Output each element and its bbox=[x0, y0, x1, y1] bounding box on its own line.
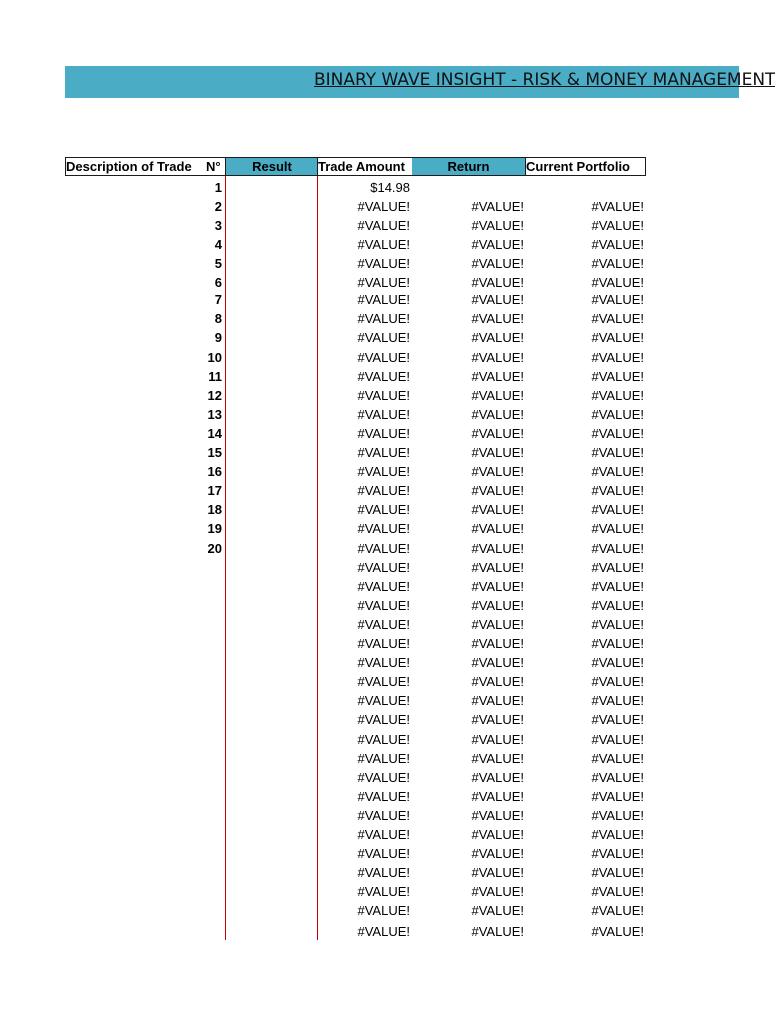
header-result[interactable]: Result bbox=[226, 157, 318, 176]
portfolio-cell[interactable]: #VALUE! bbox=[591, 693, 644, 708]
return-cell[interactable]: #VALUE! bbox=[471, 275, 524, 290]
trade-amount-cell[interactable]: #VALUE! bbox=[357, 617, 410, 632]
sheet-title: BINARY WAVE INSIGHT - RISK & MONEY MANAGEMENT bbox=[314, 70, 775, 90]
return-cell[interactable]: #VALUE! bbox=[471, 770, 524, 785]
trade-amount-cell[interactable]: #VALUE! bbox=[357, 256, 410, 271]
trade-number[interactable]: 17 bbox=[207, 483, 222, 498]
header-trade-amount[interactable]: Trade Amount bbox=[317, 157, 412, 176]
portfolio-cell[interactable]: #VALUE! bbox=[591, 655, 644, 670]
return-cell[interactable]: #VALUE! bbox=[471, 693, 524, 708]
trade-amount-cell[interactable]: #VALUE! bbox=[357, 311, 410, 326]
trade-amount-cell[interactable]: #VALUE! bbox=[357, 924, 410, 939]
portfolio-cell[interactable]: #VALUE! bbox=[591, 884, 644, 899]
trade-amount-cell[interactable]: #VALUE! bbox=[357, 712, 410, 727]
trade-amount-cell[interactable]: #VALUE! bbox=[357, 388, 410, 403]
trade-number[interactable]: 4 bbox=[214, 237, 222, 252]
portfolio-cell[interactable]: #VALUE! bbox=[591, 275, 644, 290]
portfolio-cell[interactable]: #VALUE! bbox=[591, 330, 644, 345]
trade-amount-cell[interactable]: #VALUE! bbox=[357, 560, 410, 575]
return-cell[interactable]: #VALUE! bbox=[471, 369, 524, 384]
trade-amount-cell[interactable]: #VALUE! bbox=[357, 579, 410, 594]
portfolio-cell[interactable]: #VALUE! bbox=[591, 521, 644, 536]
portfolio-cell[interactable]: #VALUE! bbox=[591, 865, 644, 880]
portfolio-cell[interactable]: #VALUE! bbox=[591, 789, 644, 804]
portfolio-cell[interactable]: #VALUE! bbox=[591, 924, 644, 939]
portfolio-cell[interactable]: #VALUE! bbox=[591, 237, 644, 252]
trade-number[interactable]: 13 bbox=[207, 407, 222, 422]
trade-number[interactable]: 8 bbox=[214, 311, 222, 326]
return-cell[interactable]: #VALUE! bbox=[471, 464, 524, 479]
header-number[interactable]: N° bbox=[206, 157, 226, 176]
header-description[interactable]: Description of Trade bbox=[65, 157, 206, 176]
return-cell[interactable]: #VALUE! bbox=[471, 521, 524, 536]
portfolio-cell[interactable]: #VALUE! bbox=[591, 770, 644, 785]
return-cell[interactable]: #VALUE! bbox=[471, 199, 524, 214]
return-cell[interactable]: #VALUE! bbox=[471, 884, 524, 899]
portfolio-cell[interactable]: #VALUE! bbox=[591, 407, 644, 422]
trade-amount-cell[interactable]: #VALUE! bbox=[357, 407, 410, 422]
portfolio-cell[interactable]: #VALUE! bbox=[591, 846, 644, 861]
trade-amount-cell[interactable]: #VALUE! bbox=[357, 502, 410, 517]
portfolio-cell[interactable]: #VALUE! bbox=[591, 199, 644, 214]
return-cell[interactable]: #VALUE! bbox=[471, 560, 524, 575]
return-cell[interactable]: #VALUE! bbox=[471, 330, 524, 345]
return-cell[interactable]: #VALUE! bbox=[471, 483, 524, 498]
return-cell[interactable]: #VALUE! bbox=[471, 732, 524, 747]
trade-amount-cell[interactable]: #VALUE! bbox=[357, 827, 410, 842]
portfolio-cell[interactable]: #VALUE! bbox=[591, 256, 644, 271]
portfolio-cell[interactable]: #VALUE! bbox=[591, 350, 644, 365]
trade-amount-cell[interactable]: #VALUE! bbox=[357, 199, 410, 214]
trade-amount-cell[interactable]: #VALUE! bbox=[357, 770, 410, 785]
return-cell[interactable]: #VALUE! bbox=[471, 292, 524, 307]
trade-amount-cell[interactable]: #VALUE! bbox=[357, 218, 410, 233]
trade-number[interactable]: 7 bbox=[214, 292, 222, 307]
return-cell[interactable]: #VALUE! bbox=[471, 846, 524, 861]
trade-number[interactable]: 9 bbox=[214, 330, 222, 345]
portfolio-cell[interactable]: #VALUE! bbox=[591, 579, 644, 594]
trade-amount-cell[interactable]: #VALUE! bbox=[357, 789, 410, 804]
trade-amount-cell[interactable]: #VALUE! bbox=[357, 330, 410, 345]
trade-number[interactable]: 6 bbox=[214, 275, 222, 290]
portfolio-cell[interactable]: #VALUE! bbox=[591, 636, 644, 651]
trade-number[interactable]: 12 bbox=[207, 388, 222, 403]
trade-amount-cell[interactable]: #VALUE! bbox=[357, 884, 410, 899]
portfolio-cell[interactable]: #VALUE! bbox=[591, 483, 644, 498]
portfolio-cell[interactable]: #VALUE! bbox=[591, 808, 644, 823]
trade-amount-cell[interactable]: #VALUE! bbox=[357, 350, 410, 365]
return-cell[interactable]: #VALUE! bbox=[471, 827, 524, 842]
return-cell[interactable]: #VALUE! bbox=[471, 924, 524, 939]
trade-number[interactable]: 10 bbox=[207, 350, 222, 365]
portfolio-cell[interactable]: #VALUE! bbox=[591, 560, 644, 575]
portfolio-cell[interactable]: #VALUE! bbox=[591, 502, 644, 517]
trade-amount-cell[interactable]: #VALUE! bbox=[357, 445, 410, 460]
portfolio-cell[interactable]: #VALUE! bbox=[591, 388, 644, 403]
trade-amount-cell[interactable]: #VALUE! bbox=[357, 483, 410, 498]
return-cell[interactable]: #VALUE! bbox=[471, 407, 524, 422]
trade-amount-cell[interactable]: #VALUE! bbox=[357, 636, 410, 651]
trade-amount-cell[interactable]: #VALUE! bbox=[357, 693, 410, 708]
portfolio-cell[interactable]: #VALUE! bbox=[591, 674, 644, 689]
trade-amount-cell[interactable]: #VALUE! bbox=[357, 808, 410, 823]
return-cell[interactable]: #VALUE! bbox=[471, 579, 524, 594]
header-current-portfolio[interactable]: Current Portfolio bbox=[525, 157, 646, 176]
portfolio-cell[interactable]: #VALUE! bbox=[591, 712, 644, 727]
return-cell[interactable]: #VALUE! bbox=[471, 808, 524, 823]
return-cell[interactable]: #VALUE! bbox=[471, 502, 524, 517]
trade-amount-cell[interactable]: #VALUE! bbox=[357, 541, 410, 556]
portfolio-cell[interactable]: #VALUE! bbox=[591, 369, 644, 384]
return-cell[interactable]: #VALUE! bbox=[471, 712, 524, 727]
return-cell[interactable]: #VALUE! bbox=[471, 388, 524, 403]
trade-amount-cell[interactable]: #VALUE! bbox=[357, 655, 410, 670]
trade-amount-cell[interactable]: #VALUE! bbox=[357, 369, 410, 384]
trade-amount-cell[interactable]: #VALUE! bbox=[357, 237, 410, 252]
portfolio-cell[interactable]: #VALUE! bbox=[591, 903, 644, 918]
trade-number[interactable]: 3 bbox=[214, 218, 222, 233]
trade-number[interactable]: 1 bbox=[214, 180, 222, 195]
trade-number[interactable]: 16 bbox=[207, 464, 222, 479]
portfolio-cell[interactable]: #VALUE! bbox=[591, 827, 644, 842]
return-cell[interactable]: #VALUE! bbox=[471, 655, 524, 670]
trade-number[interactable]: 19 bbox=[207, 521, 222, 536]
portfolio-cell[interactable]: #VALUE! bbox=[591, 445, 644, 460]
portfolio-cell[interactable]: #VALUE! bbox=[591, 464, 644, 479]
trade-amount-cell[interactable]: #VALUE! bbox=[357, 903, 410, 918]
return-cell[interactable]: #VALUE! bbox=[471, 237, 524, 252]
portfolio-cell[interactable]: #VALUE! bbox=[591, 732, 644, 747]
return-cell[interactable]: #VALUE! bbox=[471, 218, 524, 233]
trade-number[interactable]: 18 bbox=[207, 502, 222, 517]
return-cell[interactable]: #VALUE! bbox=[471, 445, 524, 460]
result-column-left-border bbox=[225, 176, 226, 940]
portfolio-cell[interactable]: #VALUE! bbox=[591, 311, 644, 326]
return-cell[interactable]: #VALUE! bbox=[471, 751, 524, 766]
trade-amount-cell[interactable]: #VALUE! bbox=[357, 275, 410, 290]
return-cell[interactable]: #VALUE! bbox=[471, 617, 524, 632]
return-cell[interactable]: #VALUE! bbox=[471, 865, 524, 880]
return-cell[interactable]: #VALUE! bbox=[471, 426, 524, 441]
return-cell[interactable]: #VALUE! bbox=[471, 256, 524, 271]
portfolio-cell[interactable]: #VALUE! bbox=[591, 292, 644, 307]
return-cell[interactable]: #VALUE! bbox=[471, 903, 524, 918]
portfolio-cell[interactable]: #VALUE! bbox=[591, 218, 644, 233]
trade-amount-cell[interactable]: #VALUE! bbox=[357, 464, 410, 479]
return-cell[interactable]: #VALUE! bbox=[471, 789, 524, 804]
trade-number[interactable]: 5 bbox=[214, 256, 222, 271]
trade-number[interactable]: 2 bbox=[214, 199, 222, 214]
trade-amount-cell[interactable]: $14.98 bbox=[370, 180, 410, 195]
portfolio-cell[interactable]: #VALUE! bbox=[591, 751, 644, 766]
trade-amount-cell[interactable]: #VALUE! bbox=[357, 521, 410, 536]
portfolio-cell[interactable]: #VALUE! bbox=[591, 541, 644, 556]
trade-amount-cell[interactable]: #VALUE! bbox=[357, 426, 410, 441]
result-column-right-border bbox=[317, 176, 318, 940]
portfolio-cell[interactable]: #VALUE! bbox=[591, 426, 644, 441]
trade-amount-cell[interactable]: #VALUE! bbox=[357, 674, 410, 689]
portfolio-cell[interactable]: #VALUE! bbox=[591, 617, 644, 632]
return-cell[interactable]: #VALUE! bbox=[471, 350, 524, 365]
return-cell[interactable]: #VALUE! bbox=[471, 311, 524, 326]
return-cell[interactable]: #VALUE! bbox=[471, 598, 524, 613]
trade-amount-cell[interactable]: #VALUE! bbox=[357, 732, 410, 747]
header-return[interactable]: Return bbox=[412, 157, 525, 176]
trade-number[interactable]: 14 bbox=[207, 426, 222, 441]
trade-amount-cell[interactable]: #VALUE! bbox=[357, 846, 410, 861]
trade-amount-cell[interactable]: #VALUE! bbox=[357, 865, 410, 880]
trade-number[interactable]: 15 bbox=[207, 445, 222, 460]
trade-number[interactable]: 11 bbox=[208, 369, 222, 384]
return-cell[interactable]: #VALUE! bbox=[471, 636, 524, 651]
return-cell[interactable]: #VALUE! bbox=[471, 541, 524, 556]
trade-amount-cell[interactable]: #VALUE! bbox=[357, 598, 410, 613]
portfolio-cell[interactable]: #VALUE! bbox=[591, 598, 644, 613]
trade-amount-cell[interactable]: #VALUE! bbox=[357, 292, 410, 307]
trade-amount-cell[interactable]: #VALUE! bbox=[357, 751, 410, 766]
return-cell[interactable]: #VALUE! bbox=[471, 674, 524, 689]
trade-number[interactable]: 20 bbox=[207, 541, 222, 556]
